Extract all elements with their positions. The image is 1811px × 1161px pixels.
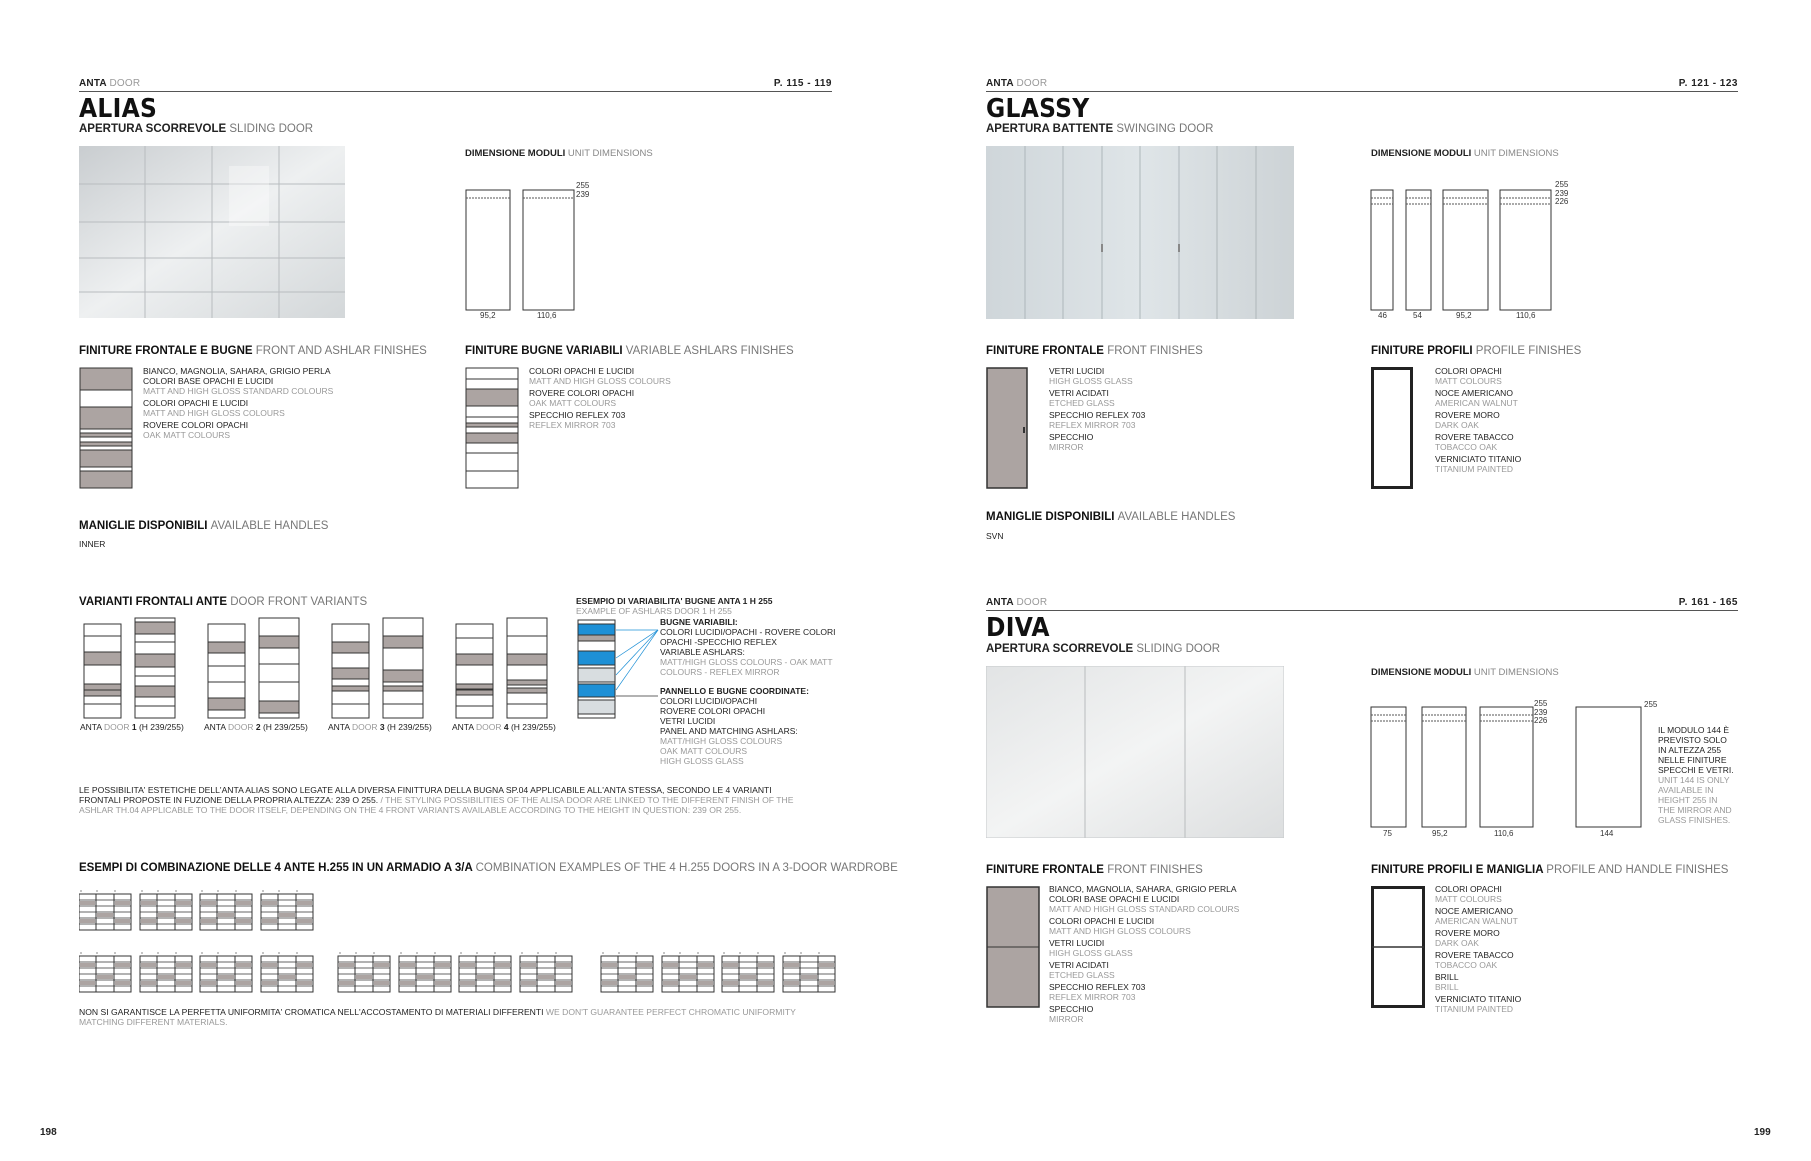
diva-dim-width-1: 75	[1383, 829, 1392, 838]
glassy-product-photo	[986, 146, 1294, 319]
diva-dimension-diagram	[1368, 697, 1650, 832]
alias-ashlar-example-subtitle: EXAMPLE OF ASHLARS DOOR 1 H 255	[576, 606, 732, 616]
alias-variant-label-4: ANTA DOOR 4 (H 239/255)	[452, 722, 556, 732]
alias-door-variants-drawing	[80, 616, 550, 720]
glassy-profile-finishes-heading: FINITURE PROFILI PROFILE FINISHES	[1371, 345, 1582, 357]
glassy-dim-width-2: 54	[1413, 311, 1422, 320]
page-number-right: 199	[1754, 1127, 1771, 1138]
alias-dimension-heading: DIMENSIONE MODULI UNIT DIMENSIONS	[465, 148, 653, 159]
diva-dim-144-height: 255	[1644, 700, 1658, 709]
diva-dimension-heading: DIMENSIONE MODULI UNIT DIMENSIONS	[1371, 667, 1559, 678]
glassy-dim-width-4: 110,6	[1516, 311, 1536, 320]
glassy-subtitle: APERTURA BATTENTE SWINGING DOOR	[986, 123, 1214, 135]
diva-page-ref: P. 161 - 165	[1678, 597, 1738, 608]
alias-section-label: ANTA DOOR	[79, 78, 141, 89]
diva-dim-heights: 255 239 226	[1534, 699, 1548, 725]
glassy-section-label: ANTA DOOR	[986, 78, 1048, 89]
glassy-page-ref: P. 121 - 123	[1678, 78, 1738, 89]
diva-front-finish-swatch	[986, 886, 1040, 1008]
alias-door-variants-heading: VARIANTI FRONTALI ANTE DOOR FRONT VARIANTS	[79, 596, 368, 608]
alias-uniformity-note: NON SI GARANTISCE LA PERFETTA UNIFORMITA' CROMATICA NELL'ACCOSTAMENTO DI MATERIALI DIFFERENTI WE DON'T GUARANTEE PERFECT CHROMATIC UNIFORMITY MATCHING DIFFERENT MATERIALS.	[79, 1007, 796, 1027]
alias-page-ref: P. 115 - 119	[773, 78, 832, 89]
diva-dim-width-2: 95,2	[1432, 829, 1448, 838]
diva-dim-width-4: 144	[1600, 829, 1614, 838]
diva-front-finish-list: BIANCO, MAGNOLIA, SAHARA, GRIGIO PERLA COLORI BASE OPACHI E LUCIDI MATT AND HIGH GLOSS STANDARD COLOURS COLORI OPACHI E LUCIDI MATT AND HIGH GLOSS COLOURS VETRI LUCIDI HIGH GLOSS GLASS VETRI ACIDATI ETCHED GLASS SPECCHIO REFLEX 703 REFLEX MIRROR 703 SPECCHIO MIRROR	[1049, 884, 1240, 1024]
glassy-front-finish-list: VETRI LUCIDI HIGH GLOSS GLASS VETRI ACIDATI ETCHED GLASS SPECCHIO REFLEX 703 REFLEX MIRROR 703 SPECCHIO MIRROR	[1049, 366, 1146, 452]
glassy-handles-heading: MANIGLIE DISPONIBILI AVAILABLE HANDLES	[986, 511, 1236, 523]
diva-header-rule	[986, 610, 1738, 611]
alias-ashlar-example-drawing	[576, 618, 666, 720]
glassy-dimension-heading: DIMENSIONE MODULI UNIT DIMENSIONS	[1371, 148, 1559, 159]
alias-variable-ashlars-swatch	[465, 367, 519, 489]
diva-product-photo	[986, 666, 1284, 838]
alias-styling-note: LE POSSIBILITA' ESTETICHE DELL'ANTA ALIAS SONO LEGATE ALLA DIVERSA FINITTURA DELLA BUGNA SP.04 APPLICABILE ALL'ANTA STESSA, SECONDO LE 4 VARIANTI FRONTALI PROPOSTE IN FUZIONE DELLA PROPRIA ALTEZZA: 239 O 255. / THE STYLING POSSIBILITIES OF THE ALISA DOOR ARE LINKED TO THE DIFFERENT FINISH OF THE ASHLAR TH.04 APPLICABLE TO THE DOOR ITSELF, DEPENDING ON THE 4 FRONT VARIANTS AVAILABLE ACCORDING TO THE HEIGHT IN QUESTION: 239 OR 255.	[79, 785, 794, 815]
alias-variable-ashlars-heading: FINITURE BUGNE VARIABILI VARIABLE ASHLARS FINISHES	[465, 345, 794, 357]
glassy-header-rule	[986, 91, 1738, 92]
diva-profile-finish-list: COLORI OPACHI MATT COLOURS NOCE AMERICANO AMERICAN WALNUT ROVERE MORO DARK OAK ROVERE TABACCO TOBACCO OAK BRILL BRILL VERNICIATO TITANIO TITANIUM PAINTED	[1435, 884, 1522, 1014]
alias-dim-width-1: 95,2	[480, 311, 496, 320]
alias-combination-heading: ESEMPI DI COMBINAZIONE DELLE 4 ANTE H.255 IN UN ARMADIO A 3/A COMBINATION EXAMPLES OF THE 4 H.255 DOORS IN A 3-DOOR WARDROBE	[79, 862, 898, 874]
diva-profile-finish-swatch	[1371, 886, 1425, 1008]
glassy-dim-width-3: 95,2	[1456, 311, 1472, 320]
alias-front-finish-list: BIANCO, MAGNOLIA, SAHARA, GRIGIO PERLA COLORI BASE OPACHI E LUCIDI MATT AND HIGH GLOSS STANDARD COLOURS COLORI OPACHI E LUCIDI MATT AND HIGH GLOSS COLOURS ROVERE COLORI OPACHI OAK MATT COLOURS	[143, 366, 334, 440]
alias-ashlar-notes: BUGNE VARIABILI: COLORI LUCIDI/OPACHI - ROVERE COLORI OPACHI -SPECCHIO REFLEX VARIABLE ASHLARS: MATT/HIGH GLOSS COLOURS - OAK MATT COLOURS - REFLEX MIRROR PANNELLO E BUGNE COORDINATE: COLORI LUCIDI/OPACHI ROVERE COLORI OPACHI VETRI LUCIDI PANEL AND MATCHING ASHLARS: MATT/HIGH GLOSS COLOURS OAK MATT COLOURS HIGH GLOSS GLASS	[660, 617, 836, 766]
glassy-title: GLASSY	[986, 94, 1090, 124]
alias-variant-label-1: ANTA DOOR 1 (H 239/255)	[80, 722, 184, 732]
alias-dim-heights: 255 239	[576, 181, 590, 199]
diva-title: DIVA	[986, 613, 1050, 643]
diva-section-label: ANTA DOOR	[986, 597, 1048, 608]
alias-product-photo	[79, 146, 345, 318]
alias-variant-label-3: ANTA DOOR 3 (H 239/255)	[328, 722, 432, 732]
alias-handles-heading: MANIGLIE DISPONIBILI AVAILABLE HANDLES	[79, 520, 329, 532]
diva-front-finishes-heading: FINITURE FRONTALE FRONT FINISHES	[986, 864, 1203, 876]
glassy-handle-value: SVN	[986, 531, 1004, 541]
glassy-profile-finish-swatch	[1371, 367, 1413, 489]
alias-front-finishes-heading: FINITURE FRONTALE E BUGNE FRONT AND ASHLAR FINISHES	[79, 345, 427, 357]
alias-ashlar-example-title: ESEMPIO DI VARIABILITA' BUGNE ANTA 1 H 255	[576, 596, 773, 606]
diva-module-note: IL MODULO 144 È PREVISTO SOLO IN ALTEZZA 255 NELLE FINITURE SPECCHI E VETRI. UNIT 144 IS ONLY AVAILABLE IN HEIGHT 255 IN THE MIRROR AND GLASS FINISHES.	[1658, 725, 1734, 825]
page-number-left: 198	[40, 1127, 57, 1138]
glassy-front-finishes-heading: FINITURE FRONTALE FRONT FINISHES	[986, 345, 1203, 357]
alias-combination-wardrobes	[79, 890, 839, 1002]
glassy-profile-finish-list: COLORI OPACHI MATT COLOURS NOCE AMERICANO AMERICAN WALNUT ROVERE MORO DARK OAK ROVERE TABACCO TOBACCO OAK VERNICIATO TITANIO TITANIUM PAINTED	[1435, 366, 1522, 474]
alias-variant-label-2: ANTA DOOR 2 (H 239/255)	[204, 722, 308, 732]
alias-handle-value: INNER	[79, 539, 106, 549]
diva-subtitle: APERTURA SCORREVOLE SLIDING DOOR	[986, 643, 1221, 655]
diva-profile-finishes-heading: FINITURE PROFILI E MANIGLIA PROFILE AND HANDLE FINISHES	[1371, 864, 1729, 876]
alias-dimension-diagram	[463, 178, 603, 323]
glassy-dimension-diagram	[1368, 178, 1554, 323]
alias-title: ALIAS	[79, 94, 158, 124]
glassy-dim-heights: 255 239 226	[1555, 180, 1569, 206]
glassy-dim-width-1: 46	[1378, 311, 1387, 320]
alias-dim-width-2: 110,6	[537, 311, 557, 320]
alias-front-finish-swatch	[79, 367, 133, 489]
diva-dim-width-3: 110,6	[1494, 829, 1514, 838]
alias-variable-ashlars-list: COLORI OPACHI E LUCIDI MATT AND HIGH GLOSS COLOURS ROVERE COLORI OPACHI OAK MATT COLOURS SPECCHIO REFLEX 703 REFLEX MIRROR 703	[529, 366, 671, 430]
glassy-front-finish-swatch	[986, 367, 1028, 489]
alias-header-rule	[79, 91, 832, 92]
alias-subtitle: APERTURA SCORREVOLE SLIDING DOOR	[79, 123, 314, 135]
